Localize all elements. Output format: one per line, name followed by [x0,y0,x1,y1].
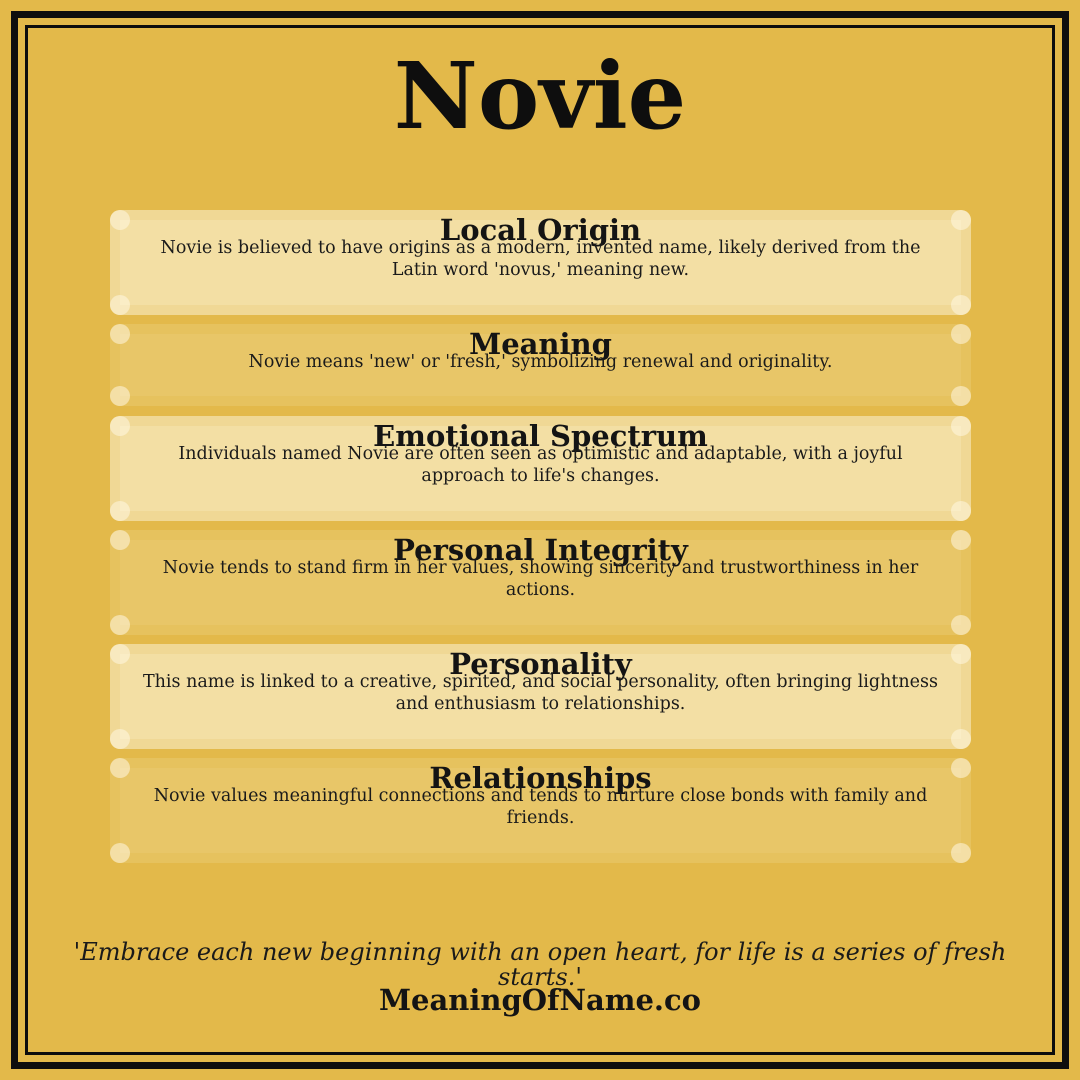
section-card-local-origin [110,210,971,315]
section-heading: Personal Integrity [393,533,688,567]
section-card-personal-integrity [110,530,971,635]
section-card-relationships [110,758,971,863]
corner-dot [110,843,130,863]
corner-dot [110,729,130,749]
section-text: Novie values meaningful connections and tends to nurture close bonds with family and friends. [153,786,928,828]
section-heading: Personality [449,647,632,681]
section-text: Novie means 'new' or 'fresh,' symbolizing renewal and originality. [248,352,833,372]
section-text: Novie tends to stand firm in her values, showing sincerity and trustworthiness in her actions. [162,558,919,600]
corner-dot [951,295,971,315]
section-heading: Emotional Spectrum [373,419,708,453]
site-name: MeaningOfName.co [378,983,702,1017]
section-card-meaning [110,324,971,406]
page-title: Novie [393,42,687,150]
corner-dot [110,501,130,521]
corner-dot [951,386,971,406]
section-heading: Meaning [469,327,612,361]
section-card-emotional-spectrum [110,416,971,521]
section-text: Individuals named Novie are often seen as optimistic and adaptable, with a joyful approach to life's changes. [178,444,903,486]
section-heading: Local Origin [439,213,642,247]
corner-dot [110,615,130,635]
corner-dot [110,295,130,315]
corner-dot [951,501,971,521]
quote-text: 'Embrace each new beginning with an open heart, for life is a series of fresh starts.' [73,938,1007,991]
corner-dot [951,843,971,863]
corner-dot [951,729,971,749]
section-card-personality [110,644,971,749]
section-heading: Relationships [429,761,652,795]
section-text: This name is linked to a creative, spirited, and social personality, often bringing lightness and enthusiasm to relationships. [142,672,938,714]
corner-dot [110,386,130,406]
section-text: Novie is believed to have origins as a modern, invented name, likely derived from the Latin word 'novus,' meaning new. [160,238,921,280]
corner-dot [951,615,971,635]
